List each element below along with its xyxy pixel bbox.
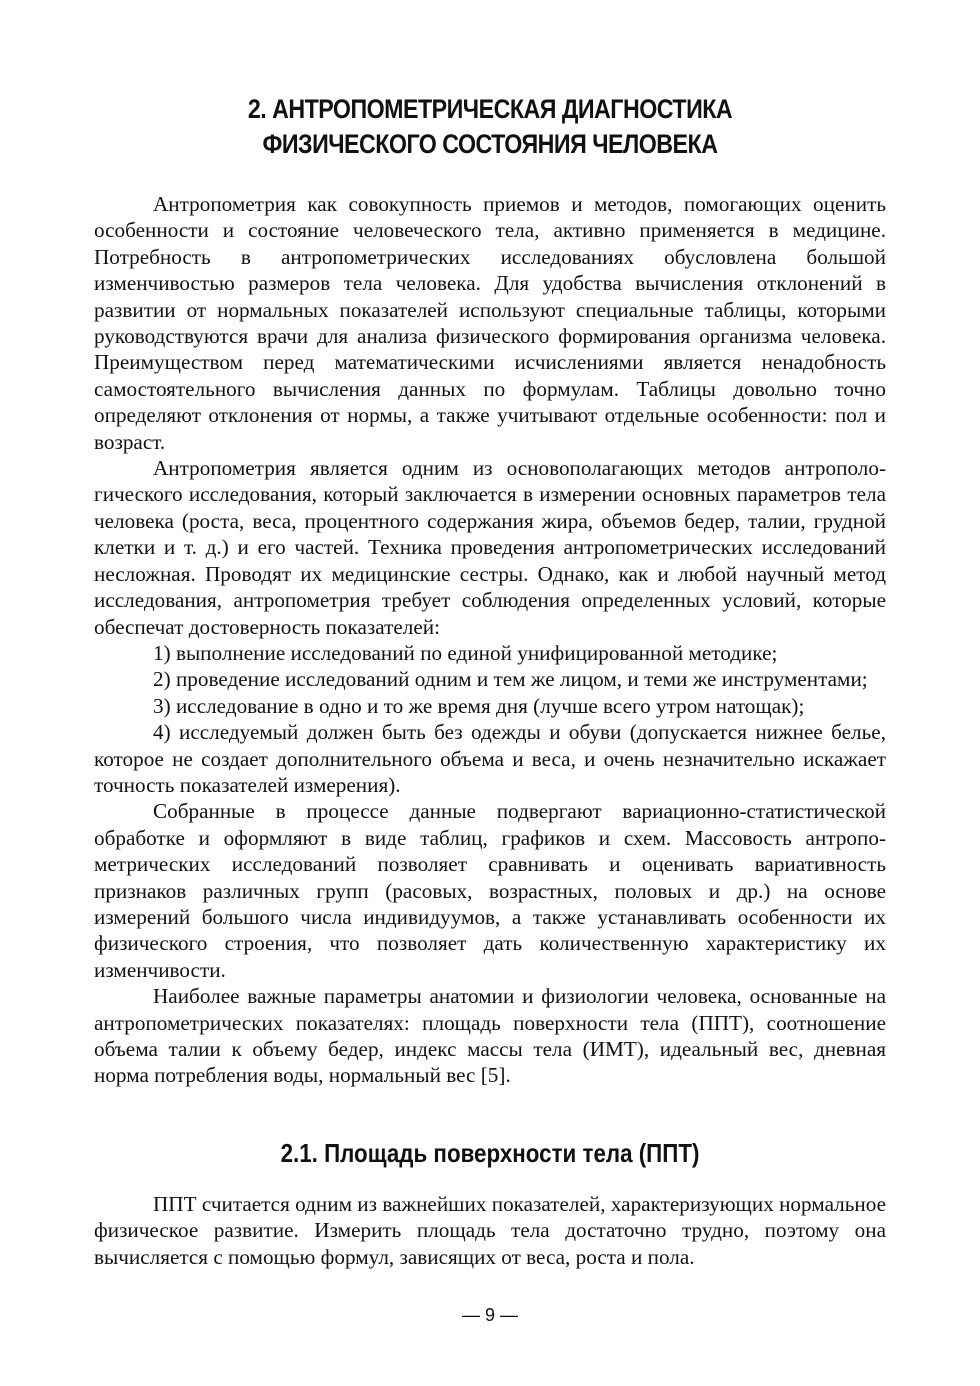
paragraph-bsa-intro: ППТ считается одним из важнейших показателей, характеризующих нормальное физическое развитие. Измерить площадь тела достаточно трудно, поэтому она вычисляется с помощью формул, зависящих от веса, роста и пола. bbox=[94, 1192, 886, 1269]
list-item-condition-4: 4) исследуемый должен быть без одежды и обуви (допускается нижнее белье, которое не создает дополнительного объема и веса, и очень незначительно искажает точность показателей измерения). bbox=[94, 720, 886, 797]
paragraph-anthropometry-method: Антропометрия является одним из основополагающих методов антропологического исследования, который заключается в измерении основных параметров тела человека (роста, веса, процентного содержания жира, объемов бедер, талии, грудной клетки и т. д.) и его частей. Техника проведения антропометрических исследований несложная. Проводят их медицинские сестры. Однако, как и любой научный метод исследования, антропометрия требует соблюдения определенных условий, которые обеспечат достоверность показателей: bbox=[94, 456, 886, 639]
page-number: — 9 — bbox=[461, 1305, 518, 1325]
paragraph-statistical-processing: Собранные в процессе данные подвергают вариационно-статистической обработке и оформляют в виде таблиц, графиков и схем. Массовость антропометрических исследований позволяет сравнивать и оценивать вариативность признаков различных групп (расовых, возрастных, половых и др.) на основе измерений большого числа индивидуумов, а также устанавливать особенности их физического строения, что позволяет дать количественную характеристику их изменчивости. bbox=[94, 799, 886, 982]
list-item-condition-3: 3) исследование в одно и то же время дня (лучше всего утром натощак); bbox=[153, 693, 805, 718]
chapter-title-line-1: 2. АНТРОПОМЕТРИЧЕСКАЯ ДИАГНОСТИКА bbox=[247, 94, 733, 124]
chapter-title-line-2: ФИЗИЧЕСКОГО СОСТОЯНИЯ ЧЕЛОВЕКА bbox=[262, 129, 718, 159]
list-item-condition-2: 2) проведение исследований одним и тем же лицом, и теми же инструментами; bbox=[153, 667, 868, 692]
section-body bbox=[94, 1191, 886, 1270]
list-item-condition-1: 1) выполнение исследований по единой унифицированной методике; bbox=[153, 640, 778, 665]
section-title: 2.1. Площадь поверхности тела (ППТ) bbox=[280, 1138, 700, 1168]
paragraph-anthropometry-intro: Антропометрия как совокупность приемов и методов, помогающих оценить особенности и состояние человеческого тела, активно применяется в медицине. Потребность в антропометрических исследованиях обусловлена большой изменчивостью размеров тела человека. Для удобства вычисления отклонений в развитии от нормальных показателей используют специальные таблицы, которыми руководствуются врачи для анализа физического формирования организма человека. Преимуществом перед математическими исчислениями является ненадобность самостоятельного вычисления данных по формулам. Таблицы довольно точно определяют отклонения от нормы, а также учитывают отдельные особенности: пол и возраст. bbox=[94, 192, 886, 454]
chapter-body bbox=[94, 191, 886, 1089]
chapter-title bbox=[149, 92, 830, 162]
paragraph-key-parameters: Наиболее важные параметры анатомии и физиологии человека, основанные на антропометрических показателях: площадь поверхности тела (ППТ), соотношение объема талии к объему бедер, индекс массы тела (ИМТ), идеальный вес, дневная норма потребления воды, нормальный вес [5]. bbox=[94, 984, 886, 1088]
